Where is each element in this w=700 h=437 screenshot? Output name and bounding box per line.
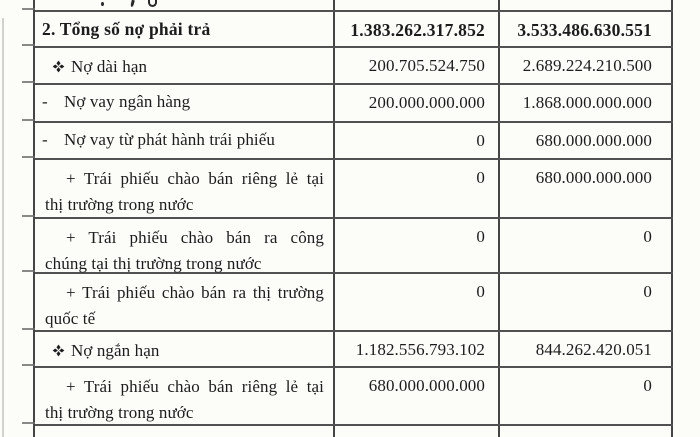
value-prior: 0 [500,274,673,330]
row-label-line1: + Trái phiếu chào bán riêng lẻ tại [66,377,324,396]
value-current: 680.000.000.000 [335,368,500,424]
clipped-cell [35,0,335,10]
value-current: 1.182.556.793.102 [335,332,500,366]
row-label [35,274,335,330]
value-current: 0 [335,219,500,272]
table-row-private-placement-bonds [35,160,673,219]
table-row-private-placement-bonds-short [35,368,673,426]
value-current: 0 [335,160,500,217]
clipped-cell [335,0,500,10]
table-row-public-offering-bonds [35,219,673,274]
row-label-text: Nợ vay ngân hàng [64,92,191,111]
table-row-bank-loans [35,85,673,123]
table-row-short-term-debt [35,332,673,368]
value-prior: 1.868.000.000.000 [500,85,673,121]
clipped-text-fragment [130,0,135,7]
row-label-line2: thị trường trong nước [45,403,194,422]
clipped-text-fragment [101,2,104,6]
hyphen-bullet: - [42,92,48,111]
row-label-text: Nợ dài hạn [71,57,148,76]
page-edge-line [2,18,4,437]
clipped-text-fragment [148,0,157,7]
diamond-bullet-icon [52,344,65,357]
value-prior: 0 [500,368,673,424]
value-prior: 0 [500,219,673,272]
table-row-international-bonds [35,274,673,332]
value-prior: 844.262.420.051 [500,332,673,366]
row-label [35,332,335,366]
row-label [35,85,335,121]
value-current: 0 [335,123,500,158]
table-row-clipped-top [35,0,673,12]
clipped-cell [500,0,673,10]
row-label-text: Nợ vay từ phát hành trái phiếu [64,130,275,149]
table-row-total-liabilities [35,12,673,48]
row-label-line1: + Trái phiếu chào bán ra thị trường [66,283,324,302]
row-label-text: Nợ ngắn hạn [71,341,160,360]
value-prior: 680.000.000.000 [500,123,673,158]
value-current: 200.000.000.000 [335,85,500,121]
row-label-line2: quốc tế [45,309,96,328]
row-label-line1: + Trái phiếu chào bán ra công [66,228,324,247]
value-prior: 2.689.224.210.500 [500,48,673,83]
clipped-cell [35,426,335,437]
value-current: 0 [335,274,500,330]
row-label [35,219,335,272]
liabilities-table [33,0,673,437]
value-current: 1.383.262.317.852 [335,12,500,46]
value-current: 200.705.524.750 [335,48,500,83]
value-prior: 680.000.000.000 [500,160,673,217]
row-label [35,368,335,424]
value-prior: 3.533.486.630.551 [500,12,673,46]
table-row-long-term-debt [35,48,673,85]
row-label-line1: + Trái phiếu chào bán riêng lẻ tại [66,169,324,188]
clipped-cell [335,426,500,437]
table-row-bond-debt [35,123,673,160]
row-label-line2: thị trường trong nước [45,195,194,214]
table-row-clipped-bottom [35,426,673,437]
row-label-line2: chúng tại thị trường trong nước [45,254,262,273]
row-label-text: 2. Tổng số nợ phải trả [42,19,211,39]
row-label [35,160,335,217]
hyphen-bullet: - [42,130,48,149]
row-label [35,12,335,46]
diamond-bullet-icon [52,60,65,73]
row-label [35,123,335,158]
row-label [35,48,335,83]
clipped-cell [500,426,673,437]
